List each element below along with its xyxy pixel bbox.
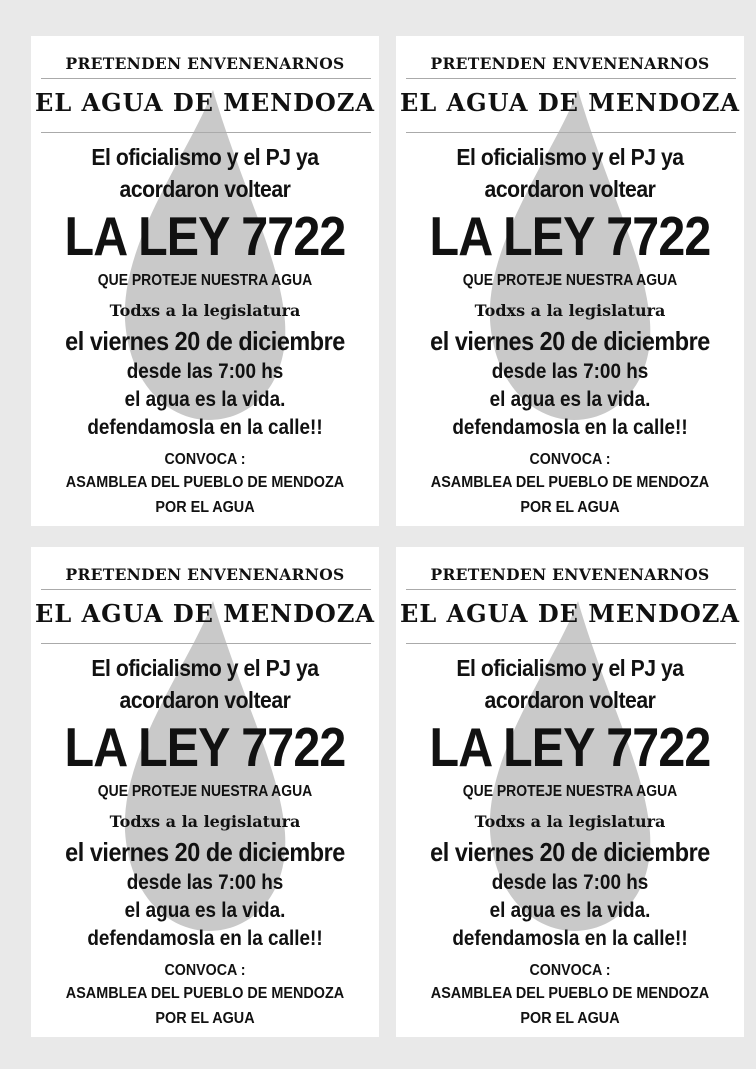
divider: [406, 589, 736, 590]
time-text: desde las 7:00 hs: [126, 871, 284, 894]
law-title: LA LEY 7722: [64, 716, 346, 778]
org2-text: POR EL AGUA: [520, 499, 620, 516]
subheader-text: EL AGUA DE MENDOZA: [400, 88, 740, 117]
flyer-top-right: [396, 36, 744, 526]
law-description: QUE PROTEJE NUESTRA AGUA: [97, 272, 313, 289]
flyer-top-left: [31, 36, 379, 526]
header-text: PRETENDEN ENVENENARNOS: [430, 565, 710, 584]
line1-text: El oficialismo y el PJ ya: [456, 144, 684, 170]
divider: [41, 78, 371, 79]
flyer-bottom-left: [31, 547, 379, 1037]
subheader-text: EL AGUA DE MENDOZA: [35, 599, 375, 628]
org2-text: POR EL AGUA: [155, 499, 255, 516]
law-description: QUE PROTEJE NUESTRA AGUA: [462, 272, 678, 289]
call-text: Todxs a la legislatura: [474, 301, 666, 320]
date-text: el viernes 20 de diciembre: [430, 326, 710, 356]
divider: [41, 589, 371, 590]
time-text: desde las 7:00 hs: [126, 360, 284, 383]
line1-text: El oficialismo y el PJ ya: [91, 144, 319, 170]
slogan1-text: el agua es la vida.: [124, 388, 286, 411]
slogan1-text: el agua es la vida.: [489, 388, 651, 411]
line2-text: acordaron voltear: [484, 687, 656, 713]
subheader-text: EL AGUA DE MENDOZA: [400, 599, 740, 628]
divider: [406, 78, 736, 79]
line2-text: acordaron voltear: [119, 176, 291, 202]
divider: [41, 132, 371, 133]
convoca-text: CONVOCA :: [164, 962, 246, 979]
org1-text: ASAMBLEA DEL PUEBLO DE MENDOZA: [65, 474, 345, 491]
line1-text: El oficialismo y el PJ ya: [91, 655, 319, 681]
call-text: Todxs a la legislatura: [474, 812, 666, 831]
convoca-text: CONVOCA :: [529, 962, 611, 979]
line1-text: El oficialismo y el PJ ya: [456, 655, 684, 681]
divider: [406, 643, 736, 644]
call-text: Todxs a la legislatura: [109, 812, 301, 831]
slogan2-text: defendamosla en la calle!!: [452, 927, 688, 950]
law-description: QUE PROTEJE NUESTRA AGUA: [462, 783, 678, 800]
law-title: LA LEY 7722: [429, 205, 711, 267]
org2-text: POR EL AGUA: [155, 1010, 255, 1027]
divider: [41, 643, 371, 644]
org2-text: POR EL AGUA: [520, 1010, 620, 1027]
time-text: desde las 7:00 hs: [491, 360, 649, 383]
subheader-text: EL AGUA DE MENDOZA: [35, 88, 375, 117]
convoca-text: CONVOCA :: [529, 451, 611, 468]
divider: [406, 132, 736, 133]
line2-text: acordaron voltear: [484, 176, 656, 202]
slogan2-text: defendamosla en la calle!!: [87, 927, 323, 950]
org1-text: ASAMBLEA DEL PUEBLO DE MENDOZA: [430, 474, 710, 491]
convoca-text: CONVOCA :: [164, 451, 246, 468]
header-text: PRETENDEN ENVENENARNOS: [65, 565, 345, 584]
slogan1-text: el agua es la vida.: [489, 899, 651, 922]
call-text: Todxs a la legislatura: [109, 301, 301, 320]
flyer-bottom-right: [396, 547, 744, 1037]
law-title: LA LEY 7722: [429, 716, 711, 778]
date-text: el viernes 20 de diciembre: [430, 837, 710, 867]
slogan2-text: defendamosla en la calle!!: [452, 416, 688, 439]
slogan2-text: defendamosla en la calle!!: [87, 416, 323, 439]
time-text: desde las 7:00 hs: [491, 871, 649, 894]
header-text: PRETENDEN ENVENENARNOS: [430, 54, 710, 73]
org1-text: ASAMBLEA DEL PUEBLO DE MENDOZA: [430, 985, 710, 1002]
org1-text: ASAMBLEA DEL PUEBLO DE MENDOZA: [65, 985, 345, 1002]
date-text: el viernes 20 de diciembre: [65, 837, 345, 867]
date-text: el viernes 20 de diciembre: [65, 326, 345, 356]
law-description: QUE PROTEJE NUESTRA AGUA: [97, 783, 313, 800]
line2-text: acordaron voltear: [119, 687, 291, 713]
law-title: LA LEY 7722: [64, 205, 346, 267]
header-text: PRETENDEN ENVENENARNOS: [65, 54, 345, 73]
slogan1-text: el agua es la vida.: [124, 899, 286, 922]
